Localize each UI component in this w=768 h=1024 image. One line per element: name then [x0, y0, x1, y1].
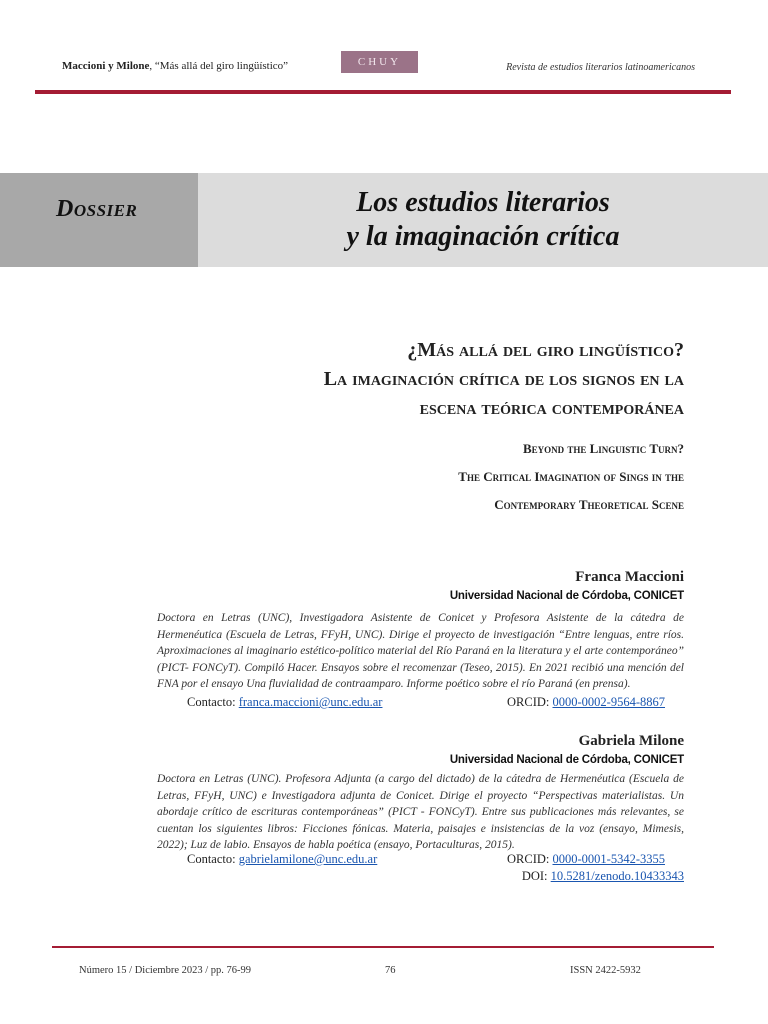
orcid-row — [507, 695, 665, 710]
bio-text: Doctora en Letras (UNC). Profesora Adjunta (a cargo del dictado) de la cátedra de Hermenéutica (Escuela de Letras, FFyH, UNC) e Investigadora adjunta de Conicet. Dirige el proyecto “Perspectivas materialistas. Un abordaje crítico de escrituras contemporáneas” (PICT - FONCyT). Entre sus publicaciones más relevantes, se cuentan los siguientes libros: Ficciones fónicas. Materia, paisajes e insistencias de la voz (ensayo, Mimesis, 2022); Luz de labio. Ensayos de habla poética (ensayo, Portaculturas, 2015). — [157, 773, 684, 851]
english-title — [84, 435, 684, 519]
footer-divider — [52, 946, 714, 948]
author-bio — [157, 610, 684, 693]
author-name: Gabriela Milone — [578, 733, 684, 749]
page-number: 76 — [385, 965, 396, 976]
dossier-theme-title — [198, 186, 768, 254]
en-title-line-3: Contemporary Theoretical Scene — [494, 497, 684, 512]
theme-line-1: Los estudios literarios — [356, 187, 610, 218]
orcid-label: ORCID: — [507, 852, 550, 866]
title-line-3: escena teórica contemporánea — [419, 397, 684, 419]
title-line-1: ¿Más allá del giro lingüístico? — [407, 339, 684, 361]
orcid-label: ORCID: — [507, 695, 550, 709]
doi-link[interactable]: 10.5281/zenodo.10433343 — [550, 869, 684, 883]
contact-label: Contacto: — [187, 852, 236, 866]
doi-label: DOI: — [521, 869, 548, 883]
orcid-row — [507, 852, 665, 867]
orcid-link[interactable]: 0000-0001-5342-3355 — [552, 852, 665, 866]
contact-row — [187, 852, 377, 867]
theme-line-2: y la imaginación crítica — [346, 221, 620, 252]
dossier-label: Dossier — [56, 196, 138, 222]
email-link[interactable]: gabrielamilone@unc.edu.ar — [238, 852, 378, 866]
header-divider — [35, 90, 731, 94]
issue-info: Número 15 / Diciembre 2023 / pp. 76-99 — [79, 965, 252, 976]
journal-name: Revista de estudios literarios latinoamericanos — [506, 62, 695, 73]
en-title-line-1: Beyond the Linguistic Turn? — [522, 441, 684, 456]
header-short-title: , “Más allá del giro lingüístico” — [149, 60, 289, 72]
contact-row — [187, 695, 382, 710]
running-header — [62, 60, 288, 72]
article-title — [84, 336, 684, 423]
contact-label: Contacto: — [187, 695, 236, 709]
header-authors: Maccioni y Milone — [62, 60, 150, 72]
email-link[interactable]: franca.maccioni@unc.edu.ar — [238, 695, 383, 709]
orcid-link[interactable]: 0000-0002-9564-8867 — [552, 695, 665, 709]
doi-row — [522, 869, 684, 884]
author-affiliation: Universidad Nacional de Córdoba, CONICET — [449, 590, 684, 602]
author-affiliation: Universidad Nacional de Córdoba, CONICET — [449, 754, 684, 766]
journal-logo: CHUY — [341, 51, 418, 73]
en-title-line-2: The Critical Imagination of Sings in the — [458, 469, 684, 484]
bio-text: Doctora en Letras (UNC), Investigadora Asistente de Conicet y Profesora Asistente de la cátedra de Hermenéutica (Escuela de Letras, FFyH, UNC). Dirige el proyecto de investigación “Entre lenguas, entre ríos. Aproximaciones al imaginario estético-político material del Río Paraná en la literatura y el arte contemporáneo” (PICT- FONCyT). Compiló Hacer. Ensayos sobre el recomenzar (Teseo, 2015). En 2021 recibió una mención del FNA por el ensayo Una fluvialidad de contraamparo. Informe poético sobre el río Paraná (en prensa). — [157, 612, 684, 690]
author-bio — [157, 771, 684, 854]
author-name: Franca Maccioni — [575, 569, 684, 585]
title-line-2: La imaginación crítica de los signos en la — [323, 368, 684, 390]
issn: ISSN 2422-5932 — [570, 965, 641, 976]
